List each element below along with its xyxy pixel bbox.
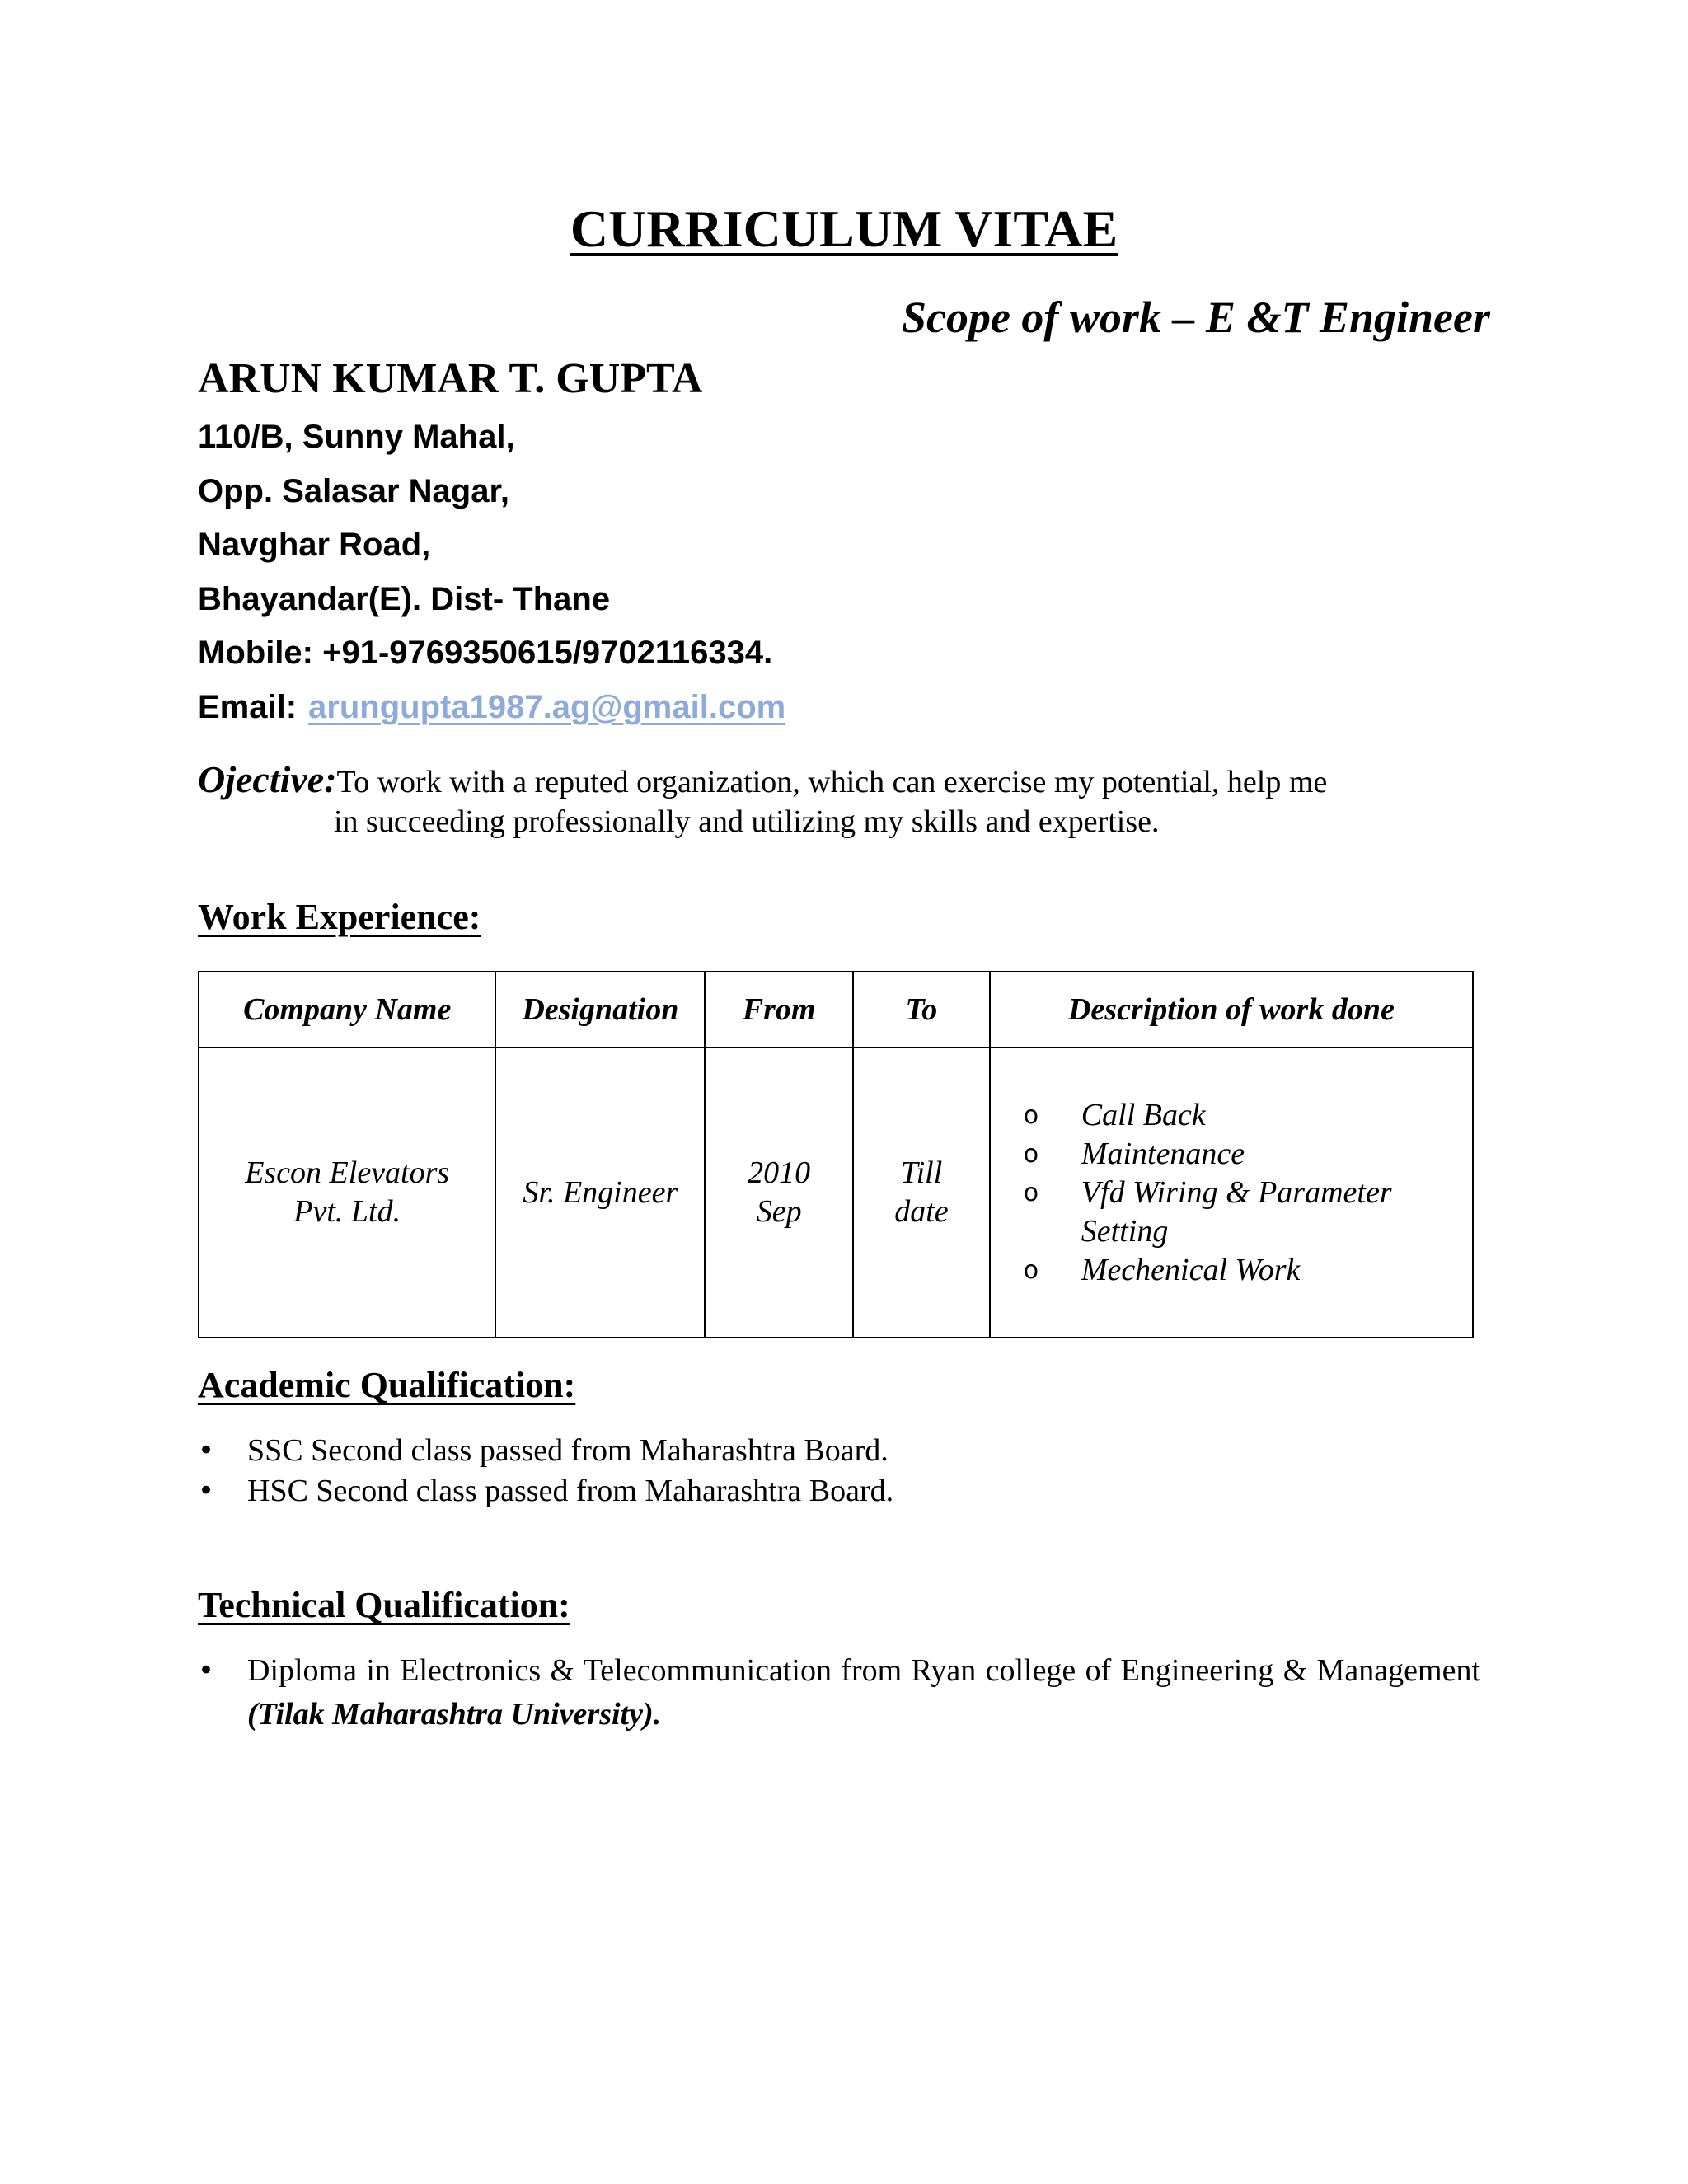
address-line: 110/B, Sunny Mahal, <box>198 419 515 455</box>
scope-of-work: Scope of work – E &T Engineer <box>901 293 1490 342</box>
column-header: Description of work done <box>990 972 1473 1047</box>
bullet-icon: • <box>198 1474 215 1507</box>
address-line: Bhayandar(E). Dist- Thane <box>198 580 611 617</box>
circle-bullet-icon: o <box>1023 1178 1039 1207</box>
mobile-number: Mobile: +91-9769350615/9702116334. <box>198 635 773 671</box>
column-header: From <box>705 972 853 1047</box>
contact-block <box>198 410 785 734</box>
list-item <box>1024 1096 1464 1135</box>
column-header: Company Name <box>199 972 495 1047</box>
company-name: Pvt. Ltd. <box>293 1194 401 1229</box>
document-title <box>0 196 1688 262</box>
description-text: Vfd Wiring & Parameter Setting <box>1081 1174 1392 1249</box>
from-cell <box>705 1047 853 1338</box>
column-header: Designation <box>495 972 705 1047</box>
objective-line-1 <box>198 760 1480 802</box>
description-text: Call Back <box>1081 1097 1206 1132</box>
list-item <box>1024 1174 1464 1251</box>
circle-bullet-icon: o <box>1023 1139 1039 1169</box>
work-experience-heading: Work Experience: <box>198 897 481 937</box>
work-experience-table <box>198 971 1474 1338</box>
technical-item: Diploma in Electronics & Telecommunication from Ryan college of Engineering & Management <box>247 1653 1480 1688</box>
from-month: Sep <box>756 1194 802 1229</box>
address-line: Opp. Salasar Nagar, <box>198 472 509 509</box>
company-name: Escon Elevators <box>245 1155 450 1190</box>
circle-bullet-icon: o <box>1023 1255 1039 1285</box>
list-item <box>198 1431 1480 1471</box>
bullet-icon: • <box>198 1654 215 1687</box>
address-line: Navghar Road, <box>198 527 431 563</box>
academic-item: HSC Second class passed from Maharashtra Board. <box>247 1474 894 1508</box>
document-title-text: CURRICULUM VITAE <box>570 199 1118 258</box>
from-year: 2010 <box>748 1155 811 1190</box>
objective-text-2: in succeeding professionally and utilizing my skills and expertise. <box>334 804 1160 839</box>
technical-qualification-heading: Technical Qualification: <box>198 1585 570 1625</box>
table-row <box>199 1047 1473 1338</box>
list-item <box>1024 1135 1464 1174</box>
email-link[interactable]: arungupta1987.ag@gmail.com <box>308 688 786 725</box>
circle-bullet-icon: o <box>1023 1100 1039 1130</box>
bullet-icon: • <box>198 1434 215 1467</box>
list-item <box>1024 1251 1464 1290</box>
description-cell <box>990 1047 1473 1338</box>
objective-label: Ojective: <box>198 758 337 800</box>
candidate-name: ARUN KUMAR T. GUPTA <box>198 355 703 402</box>
email-row <box>198 681 785 735</box>
list-item <box>198 1471 1480 1511</box>
description-list <box>1024 1096 1464 1290</box>
technical-item-emphasis: (Tilak Maharashtra University). <box>247 1697 662 1732</box>
to-cell <box>853 1047 990 1338</box>
academic-list <box>198 1431 1480 1511</box>
technical-list <box>198 1649 1480 1736</box>
list-item <box>198 1649 1480 1736</box>
to-value: date <box>894 1194 949 1229</box>
table-header-row <box>199 972 1473 1047</box>
academic-item: SSC Second class passed from Maharashtra Board. <box>247 1433 889 1468</box>
description-text: Maintenance <box>1081 1136 1245 1171</box>
company-cell <box>199 1047 495 1338</box>
email-label: Email: <box>198 688 298 725</box>
description-text: Mechenical Work <box>1081 1252 1301 1287</box>
column-header: To <box>853 972 990 1047</box>
to-value: Till <box>900 1155 943 1190</box>
academic-qualification-heading: Academic Qualification: <box>198 1365 576 1405</box>
objective-section <box>198 760 1480 841</box>
objective-text-1: To work with a reputed organization, which can exercise my potential, help me <box>336 765 1328 799</box>
designation-cell: Sr. Engineer <box>495 1047 705 1338</box>
